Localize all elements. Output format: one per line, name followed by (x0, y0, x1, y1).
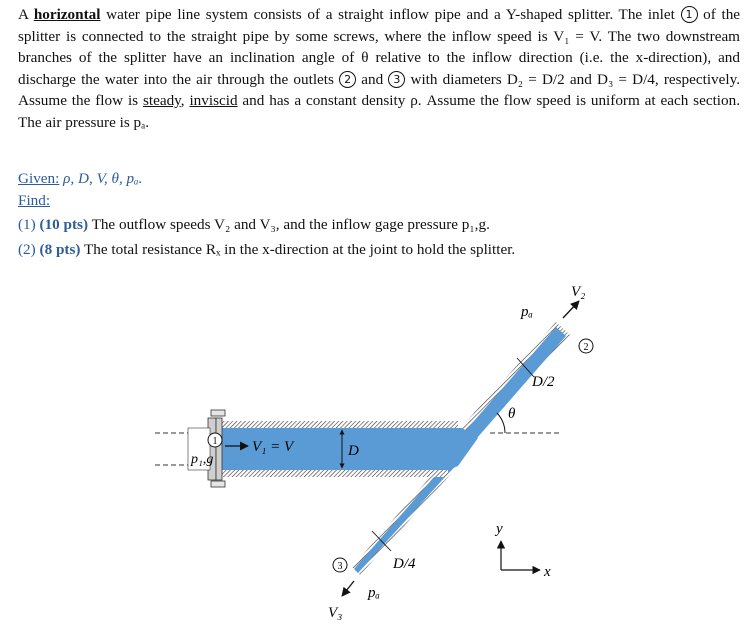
text-segment: of the splitter is connected to the straight pipe by some screws, where the inflow speed is V₁ = V. The two downstream branches of the splitter have an inclination angle of θ relative to the inflow direction (i.e. the x-direction), and discharge the water into the air through the outlets (18, 6, 741, 88)
question-number: (1) (18, 216, 36, 233)
v3-arrow (342, 581, 354, 596)
inlet-marker: 1 (681, 6, 698, 23)
steady-term: steady (142, 92, 181, 109)
question-text: The total resistance Rₓ in the x-direction at the joint to hold the splitter. (83, 241, 516, 258)
text-segment: , (180, 92, 185, 109)
y-axis-label: y (496, 521, 503, 537)
given-values: ρ, D, V, θ, pₐ. (63, 170, 143, 187)
question-2 (18, 239, 740, 261)
question-1 (18, 214, 740, 236)
outlet2-number: 2 (583, 342, 589, 353)
find-line (18, 190, 740, 212)
given-label: Given: (18, 170, 60, 187)
question-points: (10 pts) (39, 216, 89, 233)
screw-top (211, 410, 225, 416)
d-label: D (348, 443, 359, 459)
pipe-diagram (0, 270, 756, 634)
v3-label: V₃ (328, 605, 343, 621)
main-pipe-top-wall (218, 421, 458, 428)
theta-arc (497, 413, 505, 433)
question-text: The outflow speeds V₂ and V₃, and the inflow gage pressure p₁,g. (91, 216, 490, 233)
text-segment: and has a constant density ρ. Assume the flow speed is uniform at each section. The air pressure is pₐ. (18, 92, 740, 131)
pa-label-top: pₐ (521, 304, 533, 320)
question-number: (2) (18, 241, 36, 258)
d4-label: D/4 (393, 556, 416, 572)
d2-label: D/2 (532, 374, 555, 390)
horizontal-emphasis: horizontal (33, 6, 101, 23)
theta-label: θ (508, 406, 516, 422)
question-points: (8 pts) (39, 241, 81, 258)
given-line (18, 168, 740, 190)
text-segment: with diameters D₂ = D/2 and D₃ = D/4, respectively. Assume the flow is (18, 70, 741, 109)
text-segment: A (18, 6, 29, 23)
main-pipe-bottom-wall (218, 470, 448, 477)
v2-arrow (563, 301, 579, 318)
find-label: Find: (18, 192, 51, 209)
outlet2-marker: 2 (339, 71, 356, 88)
x-axis-label: x (544, 564, 551, 580)
text-segment: water pipe line system consists of a straight inflow pipe and a Y-shaped splitter. The inlet (106, 6, 675, 23)
outlet3-number: 3 (337, 561, 343, 572)
v1-label: V₁ = V (252, 439, 294, 455)
pa-label-bottom: pₐ (368, 585, 380, 601)
problem-statement (18, 4, 740, 133)
text-segment: and (361, 70, 384, 88)
p1g-label: p₁,g (191, 452, 214, 467)
inviscid-term: inviscid (189, 92, 238, 109)
inlet-number: 1 (212, 436, 218, 447)
screw-bottom (211, 481, 225, 487)
inlet-flange (216, 418, 222, 480)
v2-label: V₂ (571, 284, 586, 300)
outlet3-marker: 3 (388, 71, 405, 88)
